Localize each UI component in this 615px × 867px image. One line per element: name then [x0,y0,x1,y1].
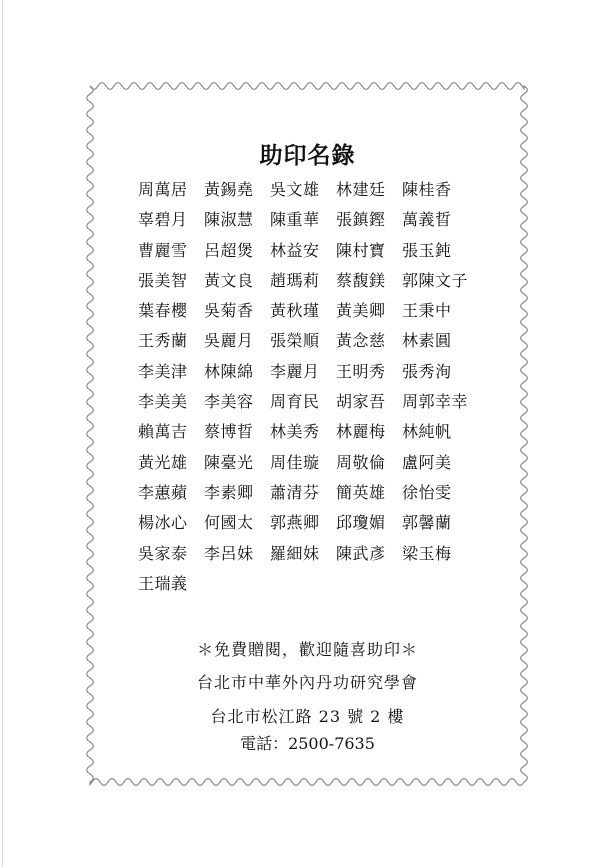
name-row [138,296,498,326]
donor-name: 陳桂香 [402,180,452,199]
donor-name: 趙瑪莉 [270,270,320,290]
donor-name: 盧阿美 [402,452,452,472]
name-row [138,357,498,387]
donor-name: 賴萬吉 [138,422,188,442]
donor-name: 林陳綿 [204,361,254,381]
donor-name: 陳重華 [270,210,320,230]
donor-name: 吳麗月 [204,331,254,351]
donor-name: 蔡博晢 [204,422,254,442]
donor-name: 林建廷 [336,180,386,199]
name-row [138,205,498,235]
donor-name: 吳家泰 [138,543,188,563]
donor-name: 陳淑慧 [204,210,254,230]
donor-name: 郭馨蘭 [402,513,452,533]
donor-name: 呂超煲 [204,240,254,260]
donor-name: 梁玉梅 [402,543,452,563]
name-row [138,448,498,478]
donor-name: 楊冰心 [138,513,188,533]
donor-name: 陳臺光 [204,452,254,472]
donor-name: 周萬居 [138,180,188,199]
donor-name: 陳武彥 [336,543,386,563]
name-row [138,236,498,266]
donor-name: 胡家吾 [336,392,386,412]
donor-name: 林純帆 [402,422,452,442]
page-title: 助印名錄 [259,143,356,169]
organization-name: 台北市中華外內丹功研究學會 [196,673,418,692]
donor-name: 李美容 [204,392,254,412]
donor-name: 萬義晢 [402,210,452,230]
donor-name: 李蕙蘋 [138,482,188,502]
name-row [138,326,498,356]
donor-name: 林素圓 [402,331,452,351]
donor-name: 張鎮鏗 [336,210,386,230]
donor-name: 李素卿 [204,482,254,502]
donor-name: 羅細妹 [270,543,320,563]
donor-name: 黃念慈 [336,331,386,351]
donor-name: 林美秀 [270,422,320,442]
donor-name: 李呂妹 [204,543,254,563]
name-row [138,266,498,296]
donor-name-list [138,175,498,599]
donor-name: 何國太 [204,513,254,533]
donor-name: 張秀洵 [402,361,452,381]
donor-name: 曹麗雪 [138,240,188,260]
name-row [138,539,498,569]
name-row [138,569,498,599]
name-row [138,478,498,508]
donor-name: 蕭清芬 [270,482,320,502]
donor-name: 黃光雄 [138,452,188,472]
donor-name: 陳村寶 [336,240,386,260]
donor-name: 張美智 [138,270,188,290]
organization-address: 台北市松江路 23 號 2 樓 [210,707,405,726]
donor-name: 林麗梅 [336,422,386,442]
donor-name: 王秉中 [402,301,452,321]
donor-name: 簡英雄 [336,482,386,502]
name-row [138,387,498,417]
donor-name: 黃錫堯 [204,180,254,199]
name-row [138,417,498,447]
donor-name: 李麗月 [270,361,320,381]
donor-name: 林益安 [270,240,320,260]
donor-name: 張玉鈍 [402,240,452,260]
organization-phone: 電話：2500-7635 [240,734,375,753]
donor-name: 王明秀 [336,361,386,381]
donor-name: 黃文良 [204,270,254,290]
donor-name: 張榮順 [270,331,320,351]
donor-name: 黃秋瑾 [270,301,320,321]
donor-name: 黃美卿 [336,301,386,321]
donor-name: 李美津 [138,361,188,381]
donor-name: 吳菊香 [204,301,254,321]
donor-name: 周佳璇 [270,452,320,472]
donor-name: 葉春櫻 [138,301,188,321]
donor-name: 蔡馥鎂 [336,270,386,290]
donor-name: 周郭幸幸 [402,392,469,412]
name-row [138,508,498,538]
donor-name: 周育民 [270,392,320,412]
donor-name: 徐怡雯 [402,482,452,502]
donor-name: 郭燕卿 [270,513,320,533]
donor-name: 辜碧月 [138,210,188,230]
donor-name: 王秀蘭 [138,331,188,351]
donor-name: 邱瓊媚 [336,513,386,533]
donor-name: 王瑞義 [138,573,188,593]
donor-name: 郭陳文子 [402,270,469,290]
donor-name: 吳文雄 [270,180,320,199]
free-distribution-note: ＊免費贈閱，歡迎隨喜助印＊ [196,640,418,659]
name-row [138,175,498,205]
donor-name: 周敬倫 [336,452,386,472]
donor-name: 李美美 [138,392,188,412]
